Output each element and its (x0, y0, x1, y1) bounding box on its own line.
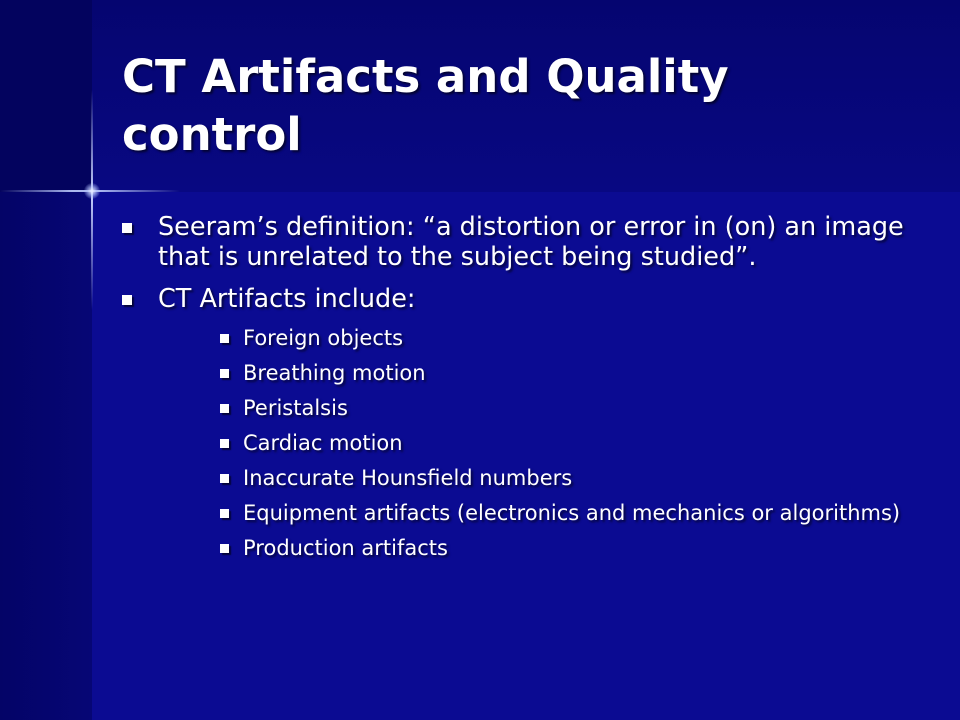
slide-body (120, 212, 910, 571)
bullet-text: CT Artifacts include: (158, 284, 416, 314)
sub-bullet-item (218, 396, 910, 421)
sub-bullet-text: Breathing motion (243, 361, 426, 385)
sub-bullet-item (218, 326, 910, 351)
sub-bullet-item (218, 536, 910, 561)
square-bullet-icon (122, 295, 132, 305)
sub-bullet-text: Inaccurate Hounsfield numbers (243, 466, 573, 490)
sub-bullet-item (218, 431, 910, 456)
sub-bullet-item (218, 501, 910, 526)
square-bullet-icon (220, 474, 229, 483)
sub-bullet-text: Foreign objects (243, 326, 404, 350)
square-bullet-icon (220, 334, 229, 343)
sub-bullet-text: Production artifacts (243, 536, 448, 560)
square-bullet-icon (220, 509, 229, 518)
slide-title: CT Artifacts and Quality control (122, 50, 729, 161)
corner-shade (0, 0, 92, 192)
square-bullet-icon (220, 544, 229, 553)
sub-bullet-text: Cardiac motion (243, 431, 403, 455)
square-bullet-icon (220, 439, 229, 448)
square-bullet-icon (220, 369, 229, 378)
sub-bullet-list (218, 326, 910, 561)
bullet-text: Seeram’s definition: “a distortion or error in (on) an image that is unrelated to the subject being studied”. (158, 212, 904, 272)
sub-bullet-text: Equipment artifacts (electronics and mechanics or algorithms) (243, 501, 901, 525)
sub-bullet-item (218, 361, 910, 386)
sub-bullet-item (218, 466, 910, 491)
square-bullet-icon (220, 404, 229, 413)
square-bullet-icon (122, 223, 132, 233)
bullet-item-artifacts (120, 284, 910, 561)
glow-line-vertical (91, 90, 93, 310)
sub-bullet-text: Peristalsis (243, 396, 348, 420)
glow-star-icon (84, 183, 100, 199)
bullet-list (120, 212, 910, 561)
bullet-item-definition (120, 212, 910, 272)
